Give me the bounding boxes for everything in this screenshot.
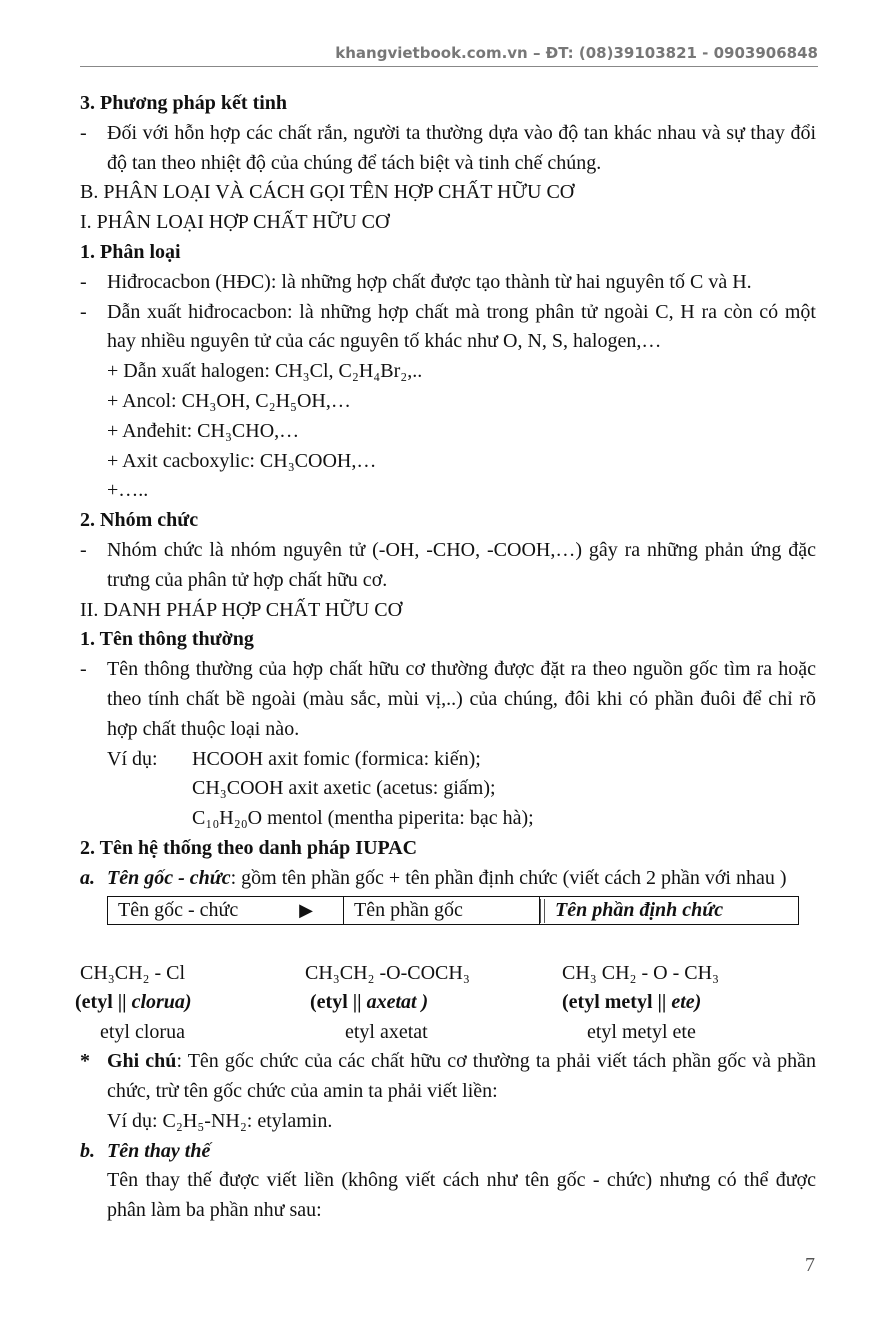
- list-item: +…..: [107, 479, 149, 502]
- list-item: + Axit cacboxylic: CH₃COOH,…: [107, 449, 377, 472]
- examples-grid: [75, 959, 816, 1048]
- example-line: CH₃COOH axit axetic (acetus: giấm);: [192, 777, 496, 800]
- example-line: Ví dụ: HCOOH axit fomic (formica: kiến);: [107, 747, 481, 770]
- paragraph: a. Tên gốc - chức: gồm tên phần gốc + tên phần định chức (viết cách 2 phần với nhau ): [80, 866, 787, 889]
- page-body: [75, 89, 816, 1226]
- note-paragraph: * Ghi chú: Tên gốc chức của các chất hữu cơ thường ta phải viết tách phần gốc và phần chức, trừ tên gốc chức của amin ta phải viết liền:: [80, 1050, 816, 1103]
- example-line: Ví dụ: C₂H₅-NH₂: etylamin.: [107, 1109, 333, 1132]
- paragraph: - Đối với hỗn hợp các chất rắn, người ta thường dựa vào độ tan khác nhau và sự thay đổi độ tan theo nhiệt độ của chúng để tách biệt và tinh chế chúng.: [80, 121, 816, 174]
- list-item: + Dẫn xuất halogen: CH₃Cl, C₂H₄Br₂,..: [107, 360, 423, 383]
- arrow-right-icon: ▶: [299, 900, 313, 921]
- paragraph: - Nhóm chức là nhóm nguyên tử (-OH, -CHO, -COOH,…) gây ra những phản ứng đặc trưng của phân tử hợp chất hữu cơ.: [80, 538, 816, 591]
- page-number: 7: [805, 1254, 815, 1276]
- page-header: khangvietbook.com.vn – ĐT: (08)39103821 - 0903906848: [80, 44, 818, 67]
- double-bar-icon: [540, 899, 545, 923]
- subheading-ten-thay-the: b. Tên thay thế: [80, 1139, 211, 1162]
- heading-ket-tinh: 3. Phương pháp kết tinh: [80, 92, 288, 114]
- heading-ten-thong-thuong: 1. Tên thông thường: [80, 628, 254, 651]
- list-item: + Ancol: CH₃OH, C₂H₅OH,…: [107, 389, 351, 412]
- section-ii-title: II. DANH PHÁP HỢP CHẤT HỮU CƠ: [80, 598, 403, 621]
- example-column: CH₃CH₂ -O-COCH₃ (etyl || axetat ) etyl axetat: [305, 961, 470, 1043]
- heading-nhom-chuc: 2. Nhóm chức: [80, 509, 199, 532]
- example-line: C₁₀H₂₀O mentol (mentha piperita: bạc hà);: [192, 807, 534, 830]
- section-i-title: I. PHÂN LOẠI HỢP CHẤT HỮU CƠ: [80, 211, 390, 234]
- naming-table: [107, 896, 799, 925]
- paragraph: - Dẫn xuất hiđrocacbon: là những hợp chất mà trong phân tử ngoài C, H ra còn có một hay nhiều nguyên tử của các nguyên tố khác như O, N, S, halogen,…: [80, 300, 816, 353]
- example-column: CH₃CH₂ - Cl (etyl || clorua) etyl clorua: [75, 961, 192, 1043]
- paragraph: Tên thay thế được viết liền (không viết cách như tên gốc - chức) nhưng có thể được phân làm ba phần như sau:: [107, 1169, 816, 1222]
- heading-iupac: 2. Tên hệ thống theo danh pháp IUPAC: [80, 836, 418, 859]
- example-column: CH₃ CH₂ - O - CH₃ (etyl metyl || ete) etyl metyl ete: [562, 961, 720, 1043]
- table-cell: Tên gốc - chức ▶: [108, 896, 344, 924]
- table-cell: Tên phần định chức: [540, 896, 799, 924]
- section-b-title: B. PHÂN LOẠI VÀ CÁCH GỌI TÊN HỢP CHẤT HỮU CƠ: [80, 181, 575, 204]
- paragraph: - Tên thông thường của hợp chất hữu cơ thường được đặt ra theo nguồn gốc tìm ra hoặc theo tính chất bề ngoài (màu sắc, mùi vị,..) của chúng, đôi khi có phần đuôi để chỉ rõ hợp chất thuộc loại nào.: [80, 658, 816, 740]
- paragraph: - Hiđrocacbon (HĐC): là những hợp chất được tạo thành từ hai nguyên tố C và H.: [80, 270, 752, 293]
- table-cell: Tên phần gốc: [344, 896, 540, 924]
- heading-phan-loai: 1. Phân loại: [80, 240, 181, 263]
- list-item: + Anđehit: CH₃CHO,…: [107, 419, 300, 442]
